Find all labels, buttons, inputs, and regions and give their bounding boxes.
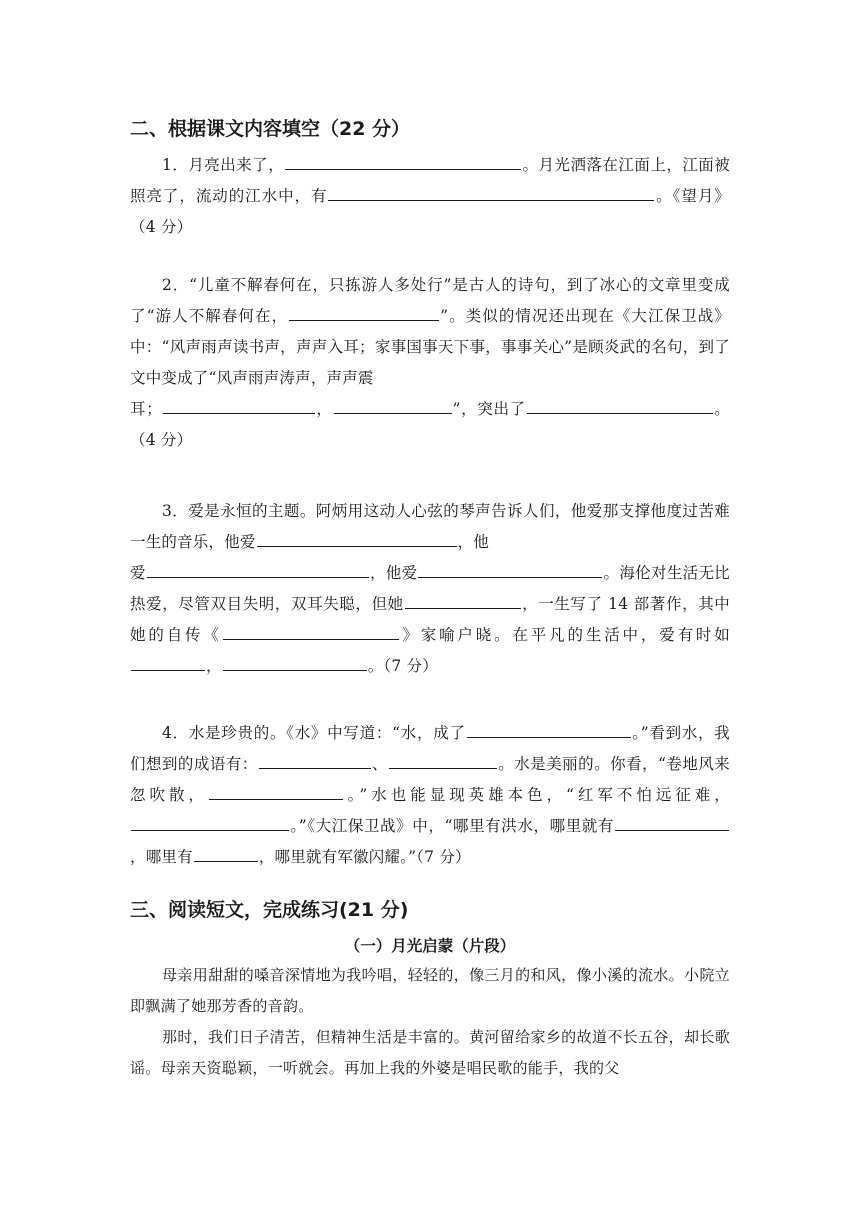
q4-text-7: ，哪里有 [130,848,193,866]
q4-blank-1[interactable] [467,720,631,738]
q1-blank-1[interactable] [285,152,521,170]
q3-text-1: 3．爱是永恒的主题。阿炳用这动人心弦的琴声告诉人们，他爱那支撑他度过苦难一生的音乐，他爱 [130,502,730,551]
q3-text-9: 。（7 分） [367,657,438,675]
q1-text-2: 。月光洒落在江面上，江面被照亮了，流动的江水中，有 [130,156,730,205]
q4-blank-3[interactable] [389,751,497,769]
q2-blank-2[interactable] [163,396,315,414]
question-4 [130,718,730,873]
q3-blank-7[interactable] [223,653,367,671]
q3-text-6: ，一生写了 14 部著作，其中她的自传《 [130,595,731,644]
q2-blank-1[interactable] [289,303,439,321]
q3-text-5: 。海伦对生活无比热爱，尽管双目失明，双耳失聪，但她 [130,564,730,613]
question-1 [130,150,730,243]
q3-blank-4[interactable] [405,591,521,609]
q4-text-4: 。水是美丽的。你看，“卷地风来忽吹散， [130,755,730,804]
q3-text-2: ，他 [457,533,490,551]
q2-text-6: 。（4 分） [130,400,731,449]
q3-blank-2[interactable] [147,560,369,578]
q3-blank-5[interactable] [223,622,399,640]
q2-text-3: 耳； [130,400,162,418]
section-3-heading: 三、阅读短文，完成练习(21 分) [130,899,409,921]
passage-paragraph-1 [130,960,730,1022]
q2-blank-3[interactable] [334,396,452,414]
q1-text-3: 。《望月》（4 分） [130,187,730,236]
section-2-heading: 二、根据课文内容填空（22 分） [130,118,411,140]
q2-blank-4[interactable] [527,396,713,414]
question-3 [130,496,730,682]
q2-text-1: 2．“儿童不解春何在，只拣游人多处行”是古人的诗句，到了冰心的文章里变成了“游人不解春何在， [130,276,730,325]
q4-text-5: 。”水也能显现英雄本色，“红军不怕远征难， [343,786,730,804]
q1-text-1: 1．月亮出来了， [162,156,285,174]
q4-text-2: 。”看到水，我们想到的成语有： [130,724,730,773]
passage-text-1: 母亲用甜甜的嗓音深情地为我吟唱，轻轻的，像三月的和风，像小溪的流水。小院立即飘满了她那芳香的音韵。 [130,966,730,1015]
q3-text-4: ，他爱 [369,564,418,582]
q4-blank-7[interactable] [194,844,258,862]
q3-text-3: 爱 [130,564,146,582]
q4-text-1: 4．水是珍贵的。《水》中写道：“水，成了 [162,724,466,742]
passage-title: （一）月光启蒙（片段） [344,937,516,955]
q3-text-8: ， [206,657,222,675]
q3-text-7: 》家喻户晓。在平凡的生活中，爱有时如 [399,626,730,644]
passage-text-2: 那时，我们日子清苦，但精神生活是丰富的。黄河留给家乡的故道不长五谷，却长歌谣。母亲天资聪颖，一听就会。再加上我的外婆是唱民歌的能手，我的父 [130,1028,730,1077]
q4-blank-4[interactable] [209,782,343,800]
q4-text-6: 。”《大江保卫战》中，“哪里有洪水，哪里就有 [290,817,614,835]
q4-blank-5[interactable] [131,813,289,831]
q2-text-2: ”。类似的情况还出现在《大江保卫战》中：“风声雨声读书声，声声入耳；家事国事天下事，事事关心”是顾炎武的名句，到了文中变成了“风声雨声涛声，声声震 [130,307,730,387]
q4-text-8: ，哪里就有军徽闪耀。”（7 分） [258,848,471,866]
q2-text-4: ， [315,400,333,418]
passage-paragraph-2 [130,1022,730,1084]
question-2 [130,270,730,456]
exam-page [130,0,730,1216]
q3-blank-6[interactable] [131,653,205,671]
q3-blank-3[interactable] [418,560,602,578]
q2-text-5: ”，突出了 [452,400,526,418]
q4-blank-6[interactable] [615,813,729,831]
q3-blank-1[interactable] [257,529,457,547]
q1-blank-2[interactable] [328,183,654,201]
q4-text-3: 、 [371,755,389,773]
q4-blank-2[interactable] [259,751,371,769]
